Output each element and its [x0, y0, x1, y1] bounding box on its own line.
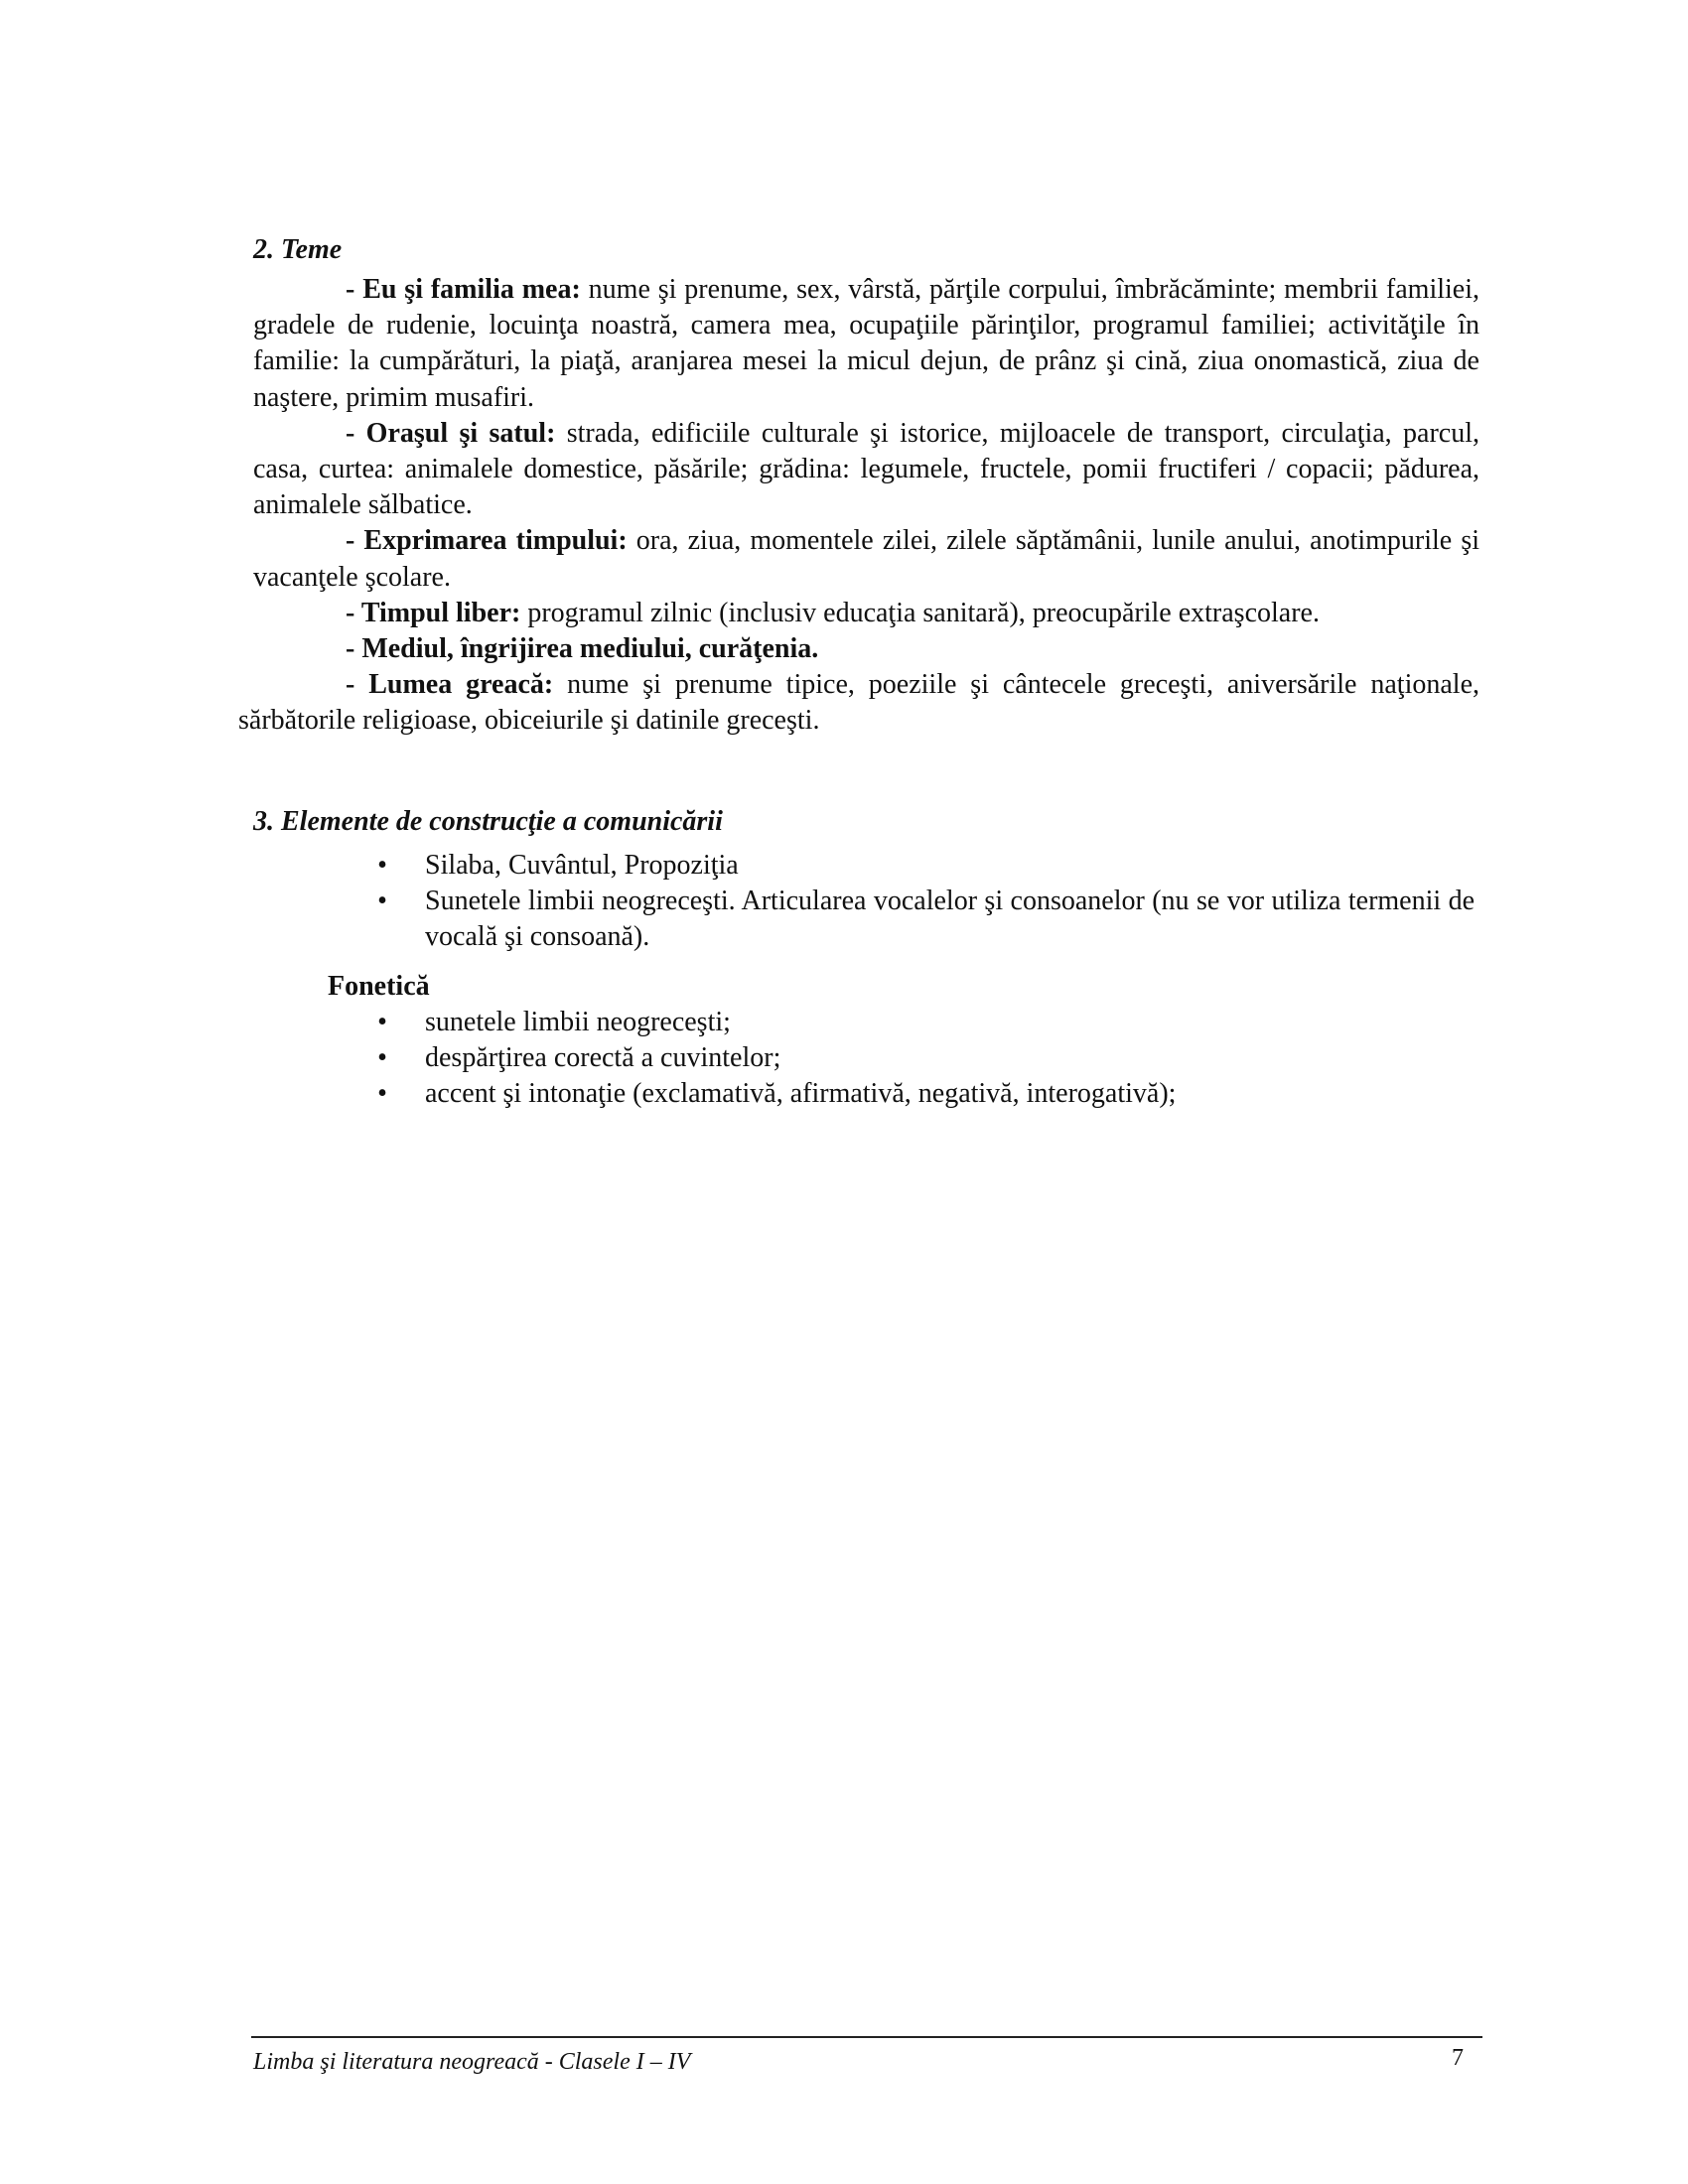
theme-item-greek-world	[238, 667, 1479, 739]
theme-item-text: strada, edificiile culturale şi istorice, mijloacele de transport, circulaţia, parcul, casa, curtea: animalele domestice, păsările; grădina: legumele, fructele, pomii fructiferi / copacii; pădurea, animalele sălbatice.	[253, 417, 1479, 521]
list-item	[372, 1005, 1475, 1040]
fonetica-bullet-list	[372, 1005, 1475, 1112]
theme-item-title: - Lumea greacă:	[346, 669, 554, 701]
footer-title: Limba şi literatura neogreacă - Clasele I – IV	[253, 2049, 691, 2075]
themes-list	[238, 272, 1479, 740]
theme-item-environment	[253, 631, 1479, 667]
theme-item-text: nume şi prenume tipice, poeziile şi cântecele greceşti, aniversările naţionale, sărbătorile religioase, obiceiurile şi datinile greceşti.	[238, 669, 1479, 737]
theme-item-title: - Eu şi familia mea:	[346, 274, 581, 305]
theme-item-title: - Oraşul şi satul:	[346, 417, 556, 449]
bullet-icon: •	[377, 886, 387, 916]
list-item	[372, 1076, 1475, 1112]
theme-item-title: - Mediul, îngrijirea mediului, curăţenia.	[346, 633, 819, 665]
list-item-text: sunetele limbii neogreceşti;	[425, 1007, 731, 1037]
list-item	[372, 848, 1475, 884]
theme-item-town	[253, 416, 1479, 524]
bullet-icon: •	[377, 850, 387, 881]
section-heading-teme: 2. Teme	[253, 234, 343, 265]
theme-item-time	[253, 523, 1479, 595]
footer-divider	[251, 2036, 1482, 2038]
elemente-bullet-list	[372, 848, 1475, 955]
subheading-fonetica: Fonetică	[328, 971, 430, 1002]
theme-item-title: - Exprimarea timpului:	[346, 525, 628, 557]
theme-item-title: - Timpul liber:	[346, 597, 521, 628]
bullet-icon: •	[377, 1007, 387, 1037]
page-number: 7	[1452, 2045, 1464, 2071]
list-item	[372, 884, 1475, 955]
theme-item-free-time	[253, 596, 1479, 631]
section-heading-elemente: 3. Elemente de construcţie a comunicării	[253, 806, 723, 837]
list-item-text: accent şi intonaţie (exclamativă, afirmativă, negativă, interogativă);	[425, 1078, 1177, 1109]
theme-item-text: nume şi prenume, sex, vârstă, părţile corpului, îmbrăcăminte; membrii familiei, gradele de rudenie, locuinţa noastră, camera mea, ocupaţiile părinţilor, programul familiei; activităţile în familie: la cumpărături, la piaţă, aranjarea mesei la micul dejun, de prânz şi cină, ziua onomastică, ziua de naştere, primim musafiri.	[253, 274, 1479, 413]
theme-item-text: ora, ziua, momentele zilei, zilele săptămânii, lunile anului, anotimpurile şi vacanţele şcolare.	[253, 525, 1479, 593]
list-item-text: Sunetele limbii neogreceşti. Articularea vocalelor şi consoanelor (nu se vor utiliza termenii de vocală şi consoană).	[425, 886, 1475, 952]
bullet-icon: •	[377, 1042, 387, 1073]
theme-item-text: programul zilnic (inclusiv educaţia sanitară), preocupările extraşcolare.	[520, 597, 1320, 628]
list-item-text: Silaba, Cuvântul, Propoziţia	[425, 850, 739, 881]
theme-item-family	[253, 272, 1479, 416]
list-item-text: despărţirea corectă a cuvintelor;	[425, 1042, 781, 1073]
bullet-icon: •	[377, 1078, 387, 1109]
list-item	[372, 1040, 1475, 1076]
